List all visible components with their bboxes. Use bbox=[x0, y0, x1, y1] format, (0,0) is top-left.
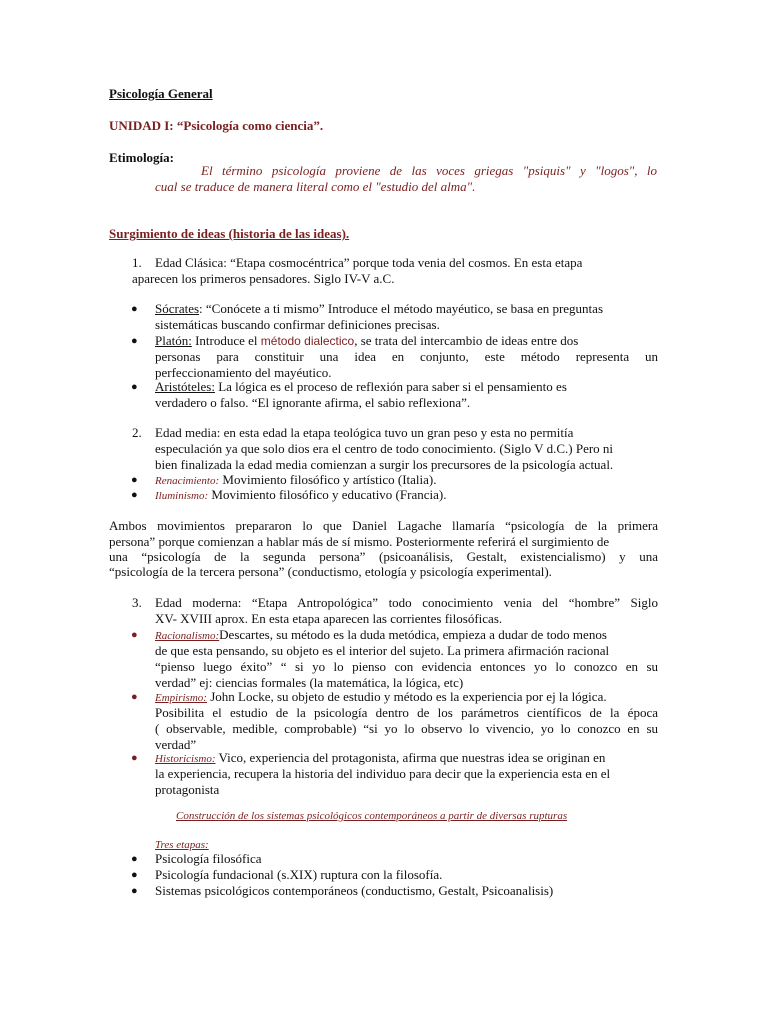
bullet-icon: ● bbox=[131, 885, 138, 897]
bullet-icon: ● bbox=[131, 474, 138, 486]
metodo-dialectico-link: método dialectico bbox=[260, 334, 355, 348]
unit-heading: UNIDAD I: “Psicología como ciencia”. bbox=[109, 118, 324, 133]
bullet-icon: ● bbox=[131, 853, 138, 865]
platon-name: Platón: bbox=[155, 333, 192, 348]
etapa-item: Psicología filosófica bbox=[155, 851, 262, 866]
socrates-line2: sistemáticas buscando confirmar definiciones precisas. bbox=[155, 317, 440, 332]
socrates-line1 bbox=[155, 301, 603, 317]
item2-line3: bien finalizada la edad media comienzan a surgir los precursores de la psicología actual. bbox=[155, 457, 614, 472]
section-heading-surgimiento: Surgimiento de ideas (historia de las ideas). bbox=[109, 226, 350, 241]
aristoteles-line2: verdadero o falso. “El ignorante afirma, el sabio reflexiona”. bbox=[155, 395, 471, 410]
platon-text-b: , se trata del intercambio de ideas entre dos bbox=[354, 333, 579, 348]
historicismo-line1 bbox=[155, 750, 605, 767]
historicismo-line2: la experiencia, recupera la historia del individuo para decir que la experiencia esta en el bbox=[155, 766, 611, 781]
bullet-icon: ● bbox=[131, 752, 138, 764]
empirismo-line2: Posibilita el estudio de la psicología dentro de los parámetros científicos de la época bbox=[155, 705, 658, 720]
tres-etapas-heading: Tres etapas: bbox=[155, 839, 209, 851]
racionalismo-line2: de que esta pensando, su objeto es el interior del sujeto. La primera afirmación racional bbox=[155, 643, 610, 658]
platon-line3: perfeccionamiento del mayéutico. bbox=[155, 365, 332, 380]
item-number-3: 3. bbox=[132, 595, 142, 610]
socrates-text: : “Conócete a ti mismo” Introduce el método mayéutico, se basa en preguntas bbox=[199, 301, 603, 316]
iluminismo-text: Movimiento filosófico y educativo (Francia). bbox=[211, 487, 447, 502]
empirismo-line1 bbox=[155, 689, 607, 706]
item2-line1: Edad media: en esta edad la etapa teológica tuvo un gran peso y esta no permitía bbox=[155, 425, 574, 440]
item3-line2: XV- XVIII aprox. En esta etapa aparecen las corrientes filosóficas. bbox=[155, 611, 503, 626]
item1-line1: Edad Clásica: “Etapa cosmocéntrica” porque toda venia del cosmos. En esta etapa bbox=[155, 255, 583, 270]
platon-line2: personas para constituir una idea en conjunto, este método representa un bbox=[155, 349, 658, 364]
ambos-line3: una “psicología de la segunda persona” (psicoanálisis, Gestalt, existencialismo) y una bbox=[109, 549, 658, 564]
renacimiento-name: Renacimiento: bbox=[155, 475, 220, 487]
bullet-icon: ● bbox=[131, 335, 138, 347]
bullet-icon: ● bbox=[131, 381, 138, 393]
aristoteles-line1 bbox=[155, 379, 567, 395]
bullet-icon: ● bbox=[131, 303, 138, 315]
etapa-item: Sistemas psicológicos contemporáneos (conductismo, Gestalt, Psicoanalisis) bbox=[155, 883, 554, 898]
empirismo-name: Empirismo: bbox=[155, 692, 207, 704]
aristoteles-name: Aristóteles: bbox=[155, 379, 215, 394]
bullet-icon: ● bbox=[131, 629, 138, 641]
racionalismo-line1 bbox=[155, 627, 607, 644]
etapa-item: Psicología fundacional (s.XIX) ruptura con la filosofía. bbox=[155, 867, 443, 882]
racionalismo-text: Descartes, su método es la duda metódica, empieza a dudar de todo menos bbox=[219, 627, 607, 642]
socrates-name: Sócrates bbox=[155, 301, 200, 316]
historicismo-text: Vico, experiencia del protagonista, afirma que nuestras idea se originan en bbox=[218, 750, 606, 765]
platon-line1 bbox=[155, 333, 578, 349]
empirismo-line3: ( observable, medible, comprobable) “si yo lo observo lo vivencio, yo lo conozco en su bbox=[155, 721, 658, 736]
etymology-text-line1: El término psicología proviene de las voces griegas "psiquis" y "logos", lo bbox=[201, 163, 657, 178]
item2-line2: especulación ya que solo dios era el centro de todo conocimiento. (Siglo V d.C.) Pero ni bbox=[155, 441, 614, 456]
racionalismo-line3: “pienso luego éxito” “ si yo lo pienso con evidencia entonces yo lo conozco en su bbox=[155, 659, 658, 674]
renacimiento-text: Movimiento filosófico y artístico (Italia). bbox=[222, 472, 437, 487]
aristoteles-text: La lógica es el proceso de reflexión para saber si el pensamiento es bbox=[218, 379, 567, 394]
etymology-heading: Etimología: bbox=[109, 150, 174, 165]
empirismo-line4: verdad” bbox=[155, 737, 197, 752]
racionalismo-name: Racionalismo: bbox=[155, 630, 220, 642]
historicismo-line3: protagonista bbox=[155, 782, 220, 797]
historicismo-name: Historicismo: bbox=[155, 753, 216, 765]
etymology-text-line2: cual se traduce de manera literal como el "estudio del alma". bbox=[155, 179, 476, 194]
item3-line1: Edad moderna: “Etapa Antropológica” todo conocimiento venia del “hombre” Siglo bbox=[155, 595, 658, 610]
document-title: Psicología General bbox=[109, 86, 213, 101]
ambos-line1: Ambos movimientos prepararon lo que Daniel Lagache llamaría “psicología de la primera bbox=[109, 518, 658, 533]
iluminismo-line bbox=[155, 487, 446, 504]
bullet-icon: ● bbox=[131, 691, 138, 703]
ambos-line4: “psicología de la tercera persona” (conductismo, etología y psicología experimental). bbox=[109, 564, 552, 579]
construccion-heading: Construcción de los sistemas psicológicos contemporáneos a partir de diversas rupturas bbox=[176, 810, 568, 822]
iluminismo-name: Iluminismo: bbox=[155, 490, 209, 502]
item-number-2: 2. bbox=[132, 425, 142, 440]
item-number-1: 1. bbox=[132, 255, 142, 270]
bullet-icon: ● bbox=[131, 489, 138, 501]
racionalismo-line4: verdad” ej: ciencias formales (la matemática, la lógica, etc) bbox=[155, 675, 464, 690]
ambos-line2: persona” porque comienzan a hablar más de sí mismo. Posteriormente referirá el surgimiento de bbox=[109, 534, 610, 549]
bullet-icon: ● bbox=[131, 869, 138, 881]
empirismo-text: John Locke, su objeto de estudio y método es la experiencia por ej la lógica. bbox=[210, 689, 607, 704]
platon-text-a: Introduce el bbox=[195, 333, 258, 348]
item1-line2: aparecen los primeros pensadores. Siglo IV-V a.C. bbox=[132, 271, 395, 286]
